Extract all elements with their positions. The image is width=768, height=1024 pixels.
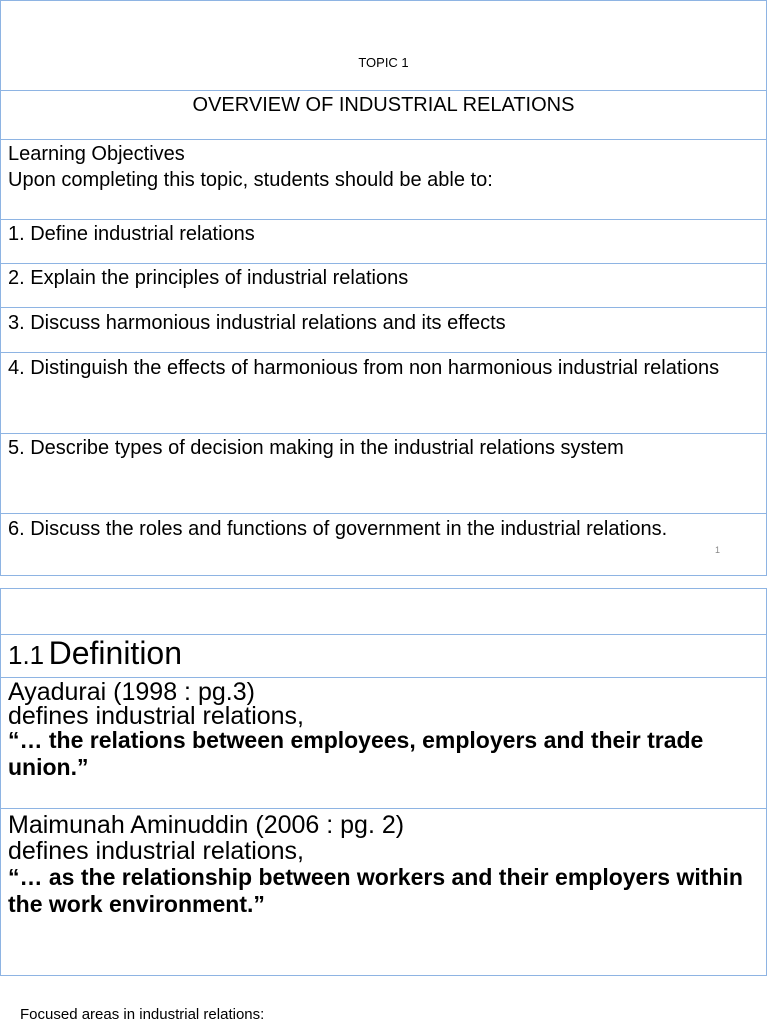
definition-lead: defines industrial relations, bbox=[8, 702, 304, 730]
definition-lead: defines industrial relations, bbox=[8, 837, 304, 865]
objective-row bbox=[0, 219, 767, 263]
objective-item: 1. Define industrial relations bbox=[8, 223, 255, 245]
section-heading-row bbox=[0, 634, 767, 677]
footer-text: Focused areas in industrial relations: bbox=[20, 1006, 265, 1023]
objective-item: 6. Discuss the roles and functions of government in the industrial relations. bbox=[8, 518, 668, 540]
definition-source: Maimunah Aminuddin (2006 : pg. 2) bbox=[8, 811, 405, 839]
page-number: 1 bbox=[714, 545, 720, 555]
objective-row bbox=[0, 513, 767, 576]
section-number: 1.1 bbox=[8, 640, 45, 670]
objective-row bbox=[0, 433, 767, 513]
objective-item: 4. Distinguish the effects of harmonious from non harmonious industrial relations bbox=[8, 357, 720, 379]
objectives-intro: Upon completing this topic, students should be able to: bbox=[8, 169, 493, 191]
slide2-top-row bbox=[0, 588, 767, 634]
objective-row bbox=[0, 352, 767, 433]
objectives-heading: Learning Objectives bbox=[8, 143, 185, 165]
slide-title: OVERVIEW OF INDUSTRIAL RELATIONS bbox=[192, 94, 575, 116]
objective-row bbox=[0, 263, 767, 307]
section-title: Definition bbox=[48, 635, 183, 671]
definition-quote: “… the relations between employees, employers and their trade union.” bbox=[8, 727, 704, 780]
definition-quote: “… as the relationship between workers and their employers within the work environment.” bbox=[8, 864, 743, 917]
objective-item: 5. Describe types of decision making in the industrial relations system bbox=[8, 437, 624, 459]
title-row bbox=[0, 90, 767, 139]
objective-row bbox=[0, 307, 767, 352]
topic-label: TOPIC 1 bbox=[358, 55, 409, 70]
objective-item: 2. Explain the principles of industrial relations bbox=[8, 267, 409, 289]
definition-source: Ayadurai (1998 : pg.3) bbox=[8, 678, 255, 706]
topic-row bbox=[0, 0, 767, 90]
objectives-header-row bbox=[0, 139, 767, 219]
objective-item: 3. Discuss harmonious industrial relations and its effects bbox=[8, 312, 506, 334]
definition-row bbox=[0, 677, 767, 808]
section-heading bbox=[8, 635, 758, 672]
definition-row bbox=[0, 808, 767, 976]
